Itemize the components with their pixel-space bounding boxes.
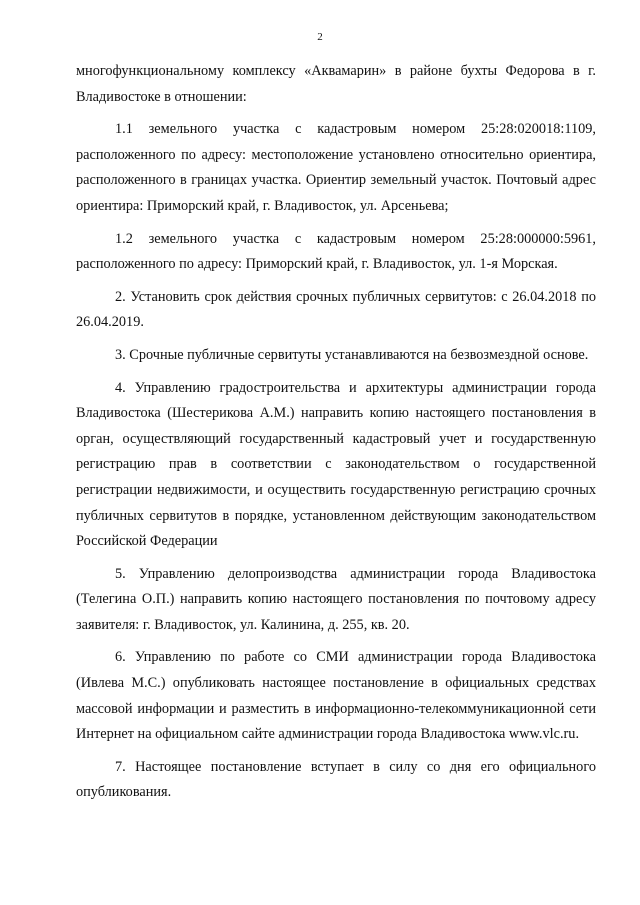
- paragraph-4-architecture-dept: 4. Управлению градостроительства и архитектуры администрации города Владивостока (Шестерикова А.М.) направить копию настоящего постановления в орган, осуществляющий государственный кадастровый учет и государственную регистрацию прав в соответствии с законодательством о государственной регистрации недвижимости, и осуществить государственную регистрацию срочных публичных сервитутов в порядке, установленном действующим законодательством Российской Федерации: [76, 379, 596, 550]
- page-number: 2: [317, 31, 323, 43]
- paragraph-1-1-land-plot: 1.1 земельного участка с кадастровым номером 25:28:020018:1109, расположенного по адресу: местоположение установлено относительно ориентира, расположенного в границах участка. Ориентир земельный участок. Почтовый адрес ориентира: Приморский край, г. Владивосток, ул. Арсеньева;: [76, 121, 596, 214]
- paragraph-2-term: 2. Установить срок действия срочных публичных сервитутов: с 26.04.2018 по 26.04.2019.: [76, 288, 596, 331]
- document-body: [76, 59, 596, 813]
- paragraph-6-media-dept: 6. Управлению по работе со СМИ администрации города Владивостока (Ивлева М.С.) опубликовать настоящее постановление в официальных средствах массовой информации и разместить в информационно-телекоммуникационной сети Интернет на официальном сайте администрации города Владивостока www.vlc.ru.: [76, 649, 596, 743]
- paragraph-intro-continuation: многофункциональному комплексу «Аквамарин» в районе бухты Федорова в г. Владивостоке в отношении:: [76, 63, 596, 105]
- paragraph-5-records-dept: 5. Управлению делопроизводства администрации города Владивостока (Телегина О.П.) направить копию настоящего постановления по почтовому адресу заявителя: г. Владивосток, ул. Калинина, д. 255, кв. 20.: [76, 565, 596, 633]
- paragraph-1-2-land-plot: 1.2 земельного участка с кадастровым номером 25:28:000000:5961, расположенного по адресу: Приморский край, г. Владивосток, ул. 1-я Морская.: [76, 230, 596, 273]
- paragraph-3-free-basis: 3. Срочные публичные сервитуты устанавливаются на безвозмездной основе.: [115, 346, 589, 363]
- paragraph-7-effective-date: 7. Настоящее постановление вступает в силу со дня его официального опубликования.: [76, 758, 596, 801]
